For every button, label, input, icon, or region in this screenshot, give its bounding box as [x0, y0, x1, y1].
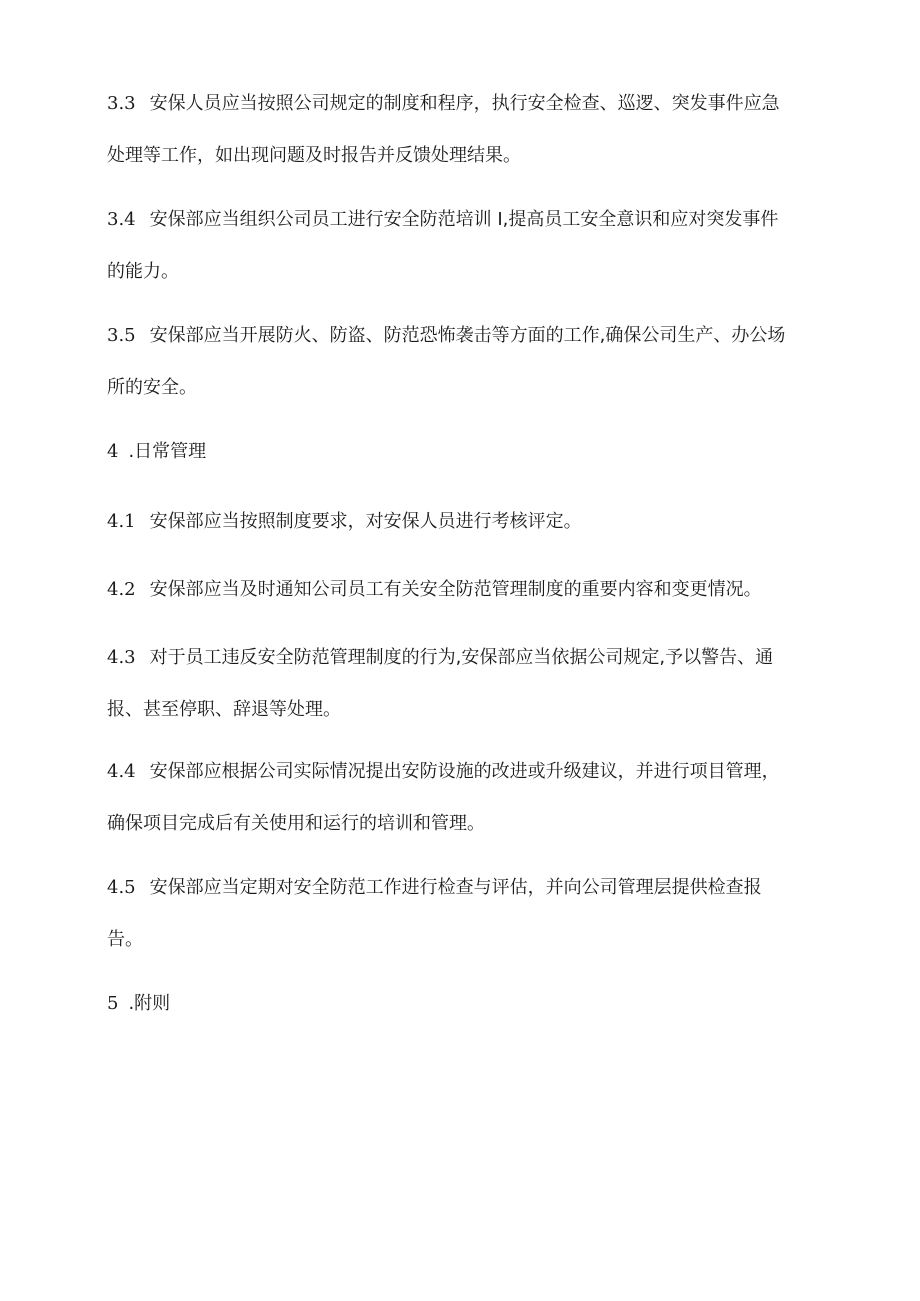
paragraph-line	[107, 246, 807, 298]
paragraph-text: 安保部应当开展防火、防盗、防范恐怖袭击等方面的工作,确保公司生产、办公场	[149, 325, 786, 346]
paragraph-4-4	[107, 746, 807, 850]
paragraph-number: 4.2	[107, 579, 136, 600]
section-title: .附则	[128, 993, 171, 1014]
paragraph-text: 所的安全。	[107, 377, 197, 398]
paragraph-4-3	[107, 632, 807, 736]
paragraph-3-3	[107, 78, 807, 182]
paragraph-text: 报、甚至停职、辞退等处理。	[107, 699, 341, 720]
paragraph-text: 的能力。	[107, 261, 179, 282]
paragraph-line	[107, 746, 807, 798]
paragraph-line	[107, 914, 807, 966]
paragraph-line	[107, 310, 807, 362]
paragraph-3-5	[107, 310, 807, 414]
paragraph-text: 确保项目完成后有关使用和运行的培训和管理。	[107, 813, 485, 834]
paragraph-line	[107, 362, 807, 414]
heading-line	[107, 426, 807, 478]
paragraph-line	[107, 632, 807, 684]
paragraph-text: 告。	[107, 929, 143, 950]
paragraph-text: 安保部应当定期对安全防范工作进行检查与评估，并向公司管理层提供检查报	[149, 877, 762, 898]
paragraph-text: 安保部应根据公司实际情况提出安防设施的改进或升级建议，并进行项目管理，	[149, 761, 780, 782]
paragraph-number: 4.3	[107, 647, 136, 668]
paragraph-text: 安保部应当组织公司员工进行安全防范培训 I,提高员工安全意识和应对突发事件	[149, 209, 779, 230]
paragraph-line	[107, 130, 807, 182]
paragraph-line	[107, 496, 807, 548]
paragraph-text: 安保人员应当按照公司规定的制度和程序，执行安全检查、巡逻、突发事件应急	[149, 93, 780, 114]
paragraph-line	[107, 194, 807, 246]
paragraph-text: 对于员工违反安全防范管理制度的行为,安保部应当依据公司规定,予以警告、通	[149, 647, 774, 668]
paragraph-text: 安保部应当按照制度要求，对安保人员进行考核评定。	[149, 511, 582, 532]
paragraph-3-4	[107, 194, 807, 298]
paragraph-line	[107, 862, 807, 914]
paragraph-text: 安保部应当及时通知公司员工有关安全防范管理制度的重要内容和变更情况。	[149, 579, 762, 600]
section-number: 5	[107, 993, 119, 1014]
paragraph-number: 4.1	[107, 511, 136, 532]
paragraph-line	[107, 78, 807, 130]
paragraph-4-5	[107, 862, 807, 966]
paragraph-number: 4.4	[107, 761, 136, 782]
paragraph-line	[107, 564, 807, 616]
paragraph-line	[107, 798, 807, 850]
paragraph-text: 处理等工作，如出现问题及时报告并反馈处理结果。	[107, 145, 521, 166]
paragraph-number: 4.5	[107, 877, 136, 898]
section-title: .日常管理	[128, 441, 207, 462]
paragraph-number: 3.4	[107, 209, 136, 230]
paragraph-4-2	[107, 564, 807, 616]
paragraph-number: 3.3	[107, 93, 136, 114]
paragraph-4-1	[107, 496, 807, 548]
paragraph-number: 3.5	[107, 325, 136, 346]
section-heading-5	[107, 978, 807, 1030]
heading-line	[107, 978, 807, 1030]
paragraph-line	[107, 684, 807, 736]
section-number: 4	[107, 441, 119, 462]
section-heading-4	[107, 426, 807, 478]
